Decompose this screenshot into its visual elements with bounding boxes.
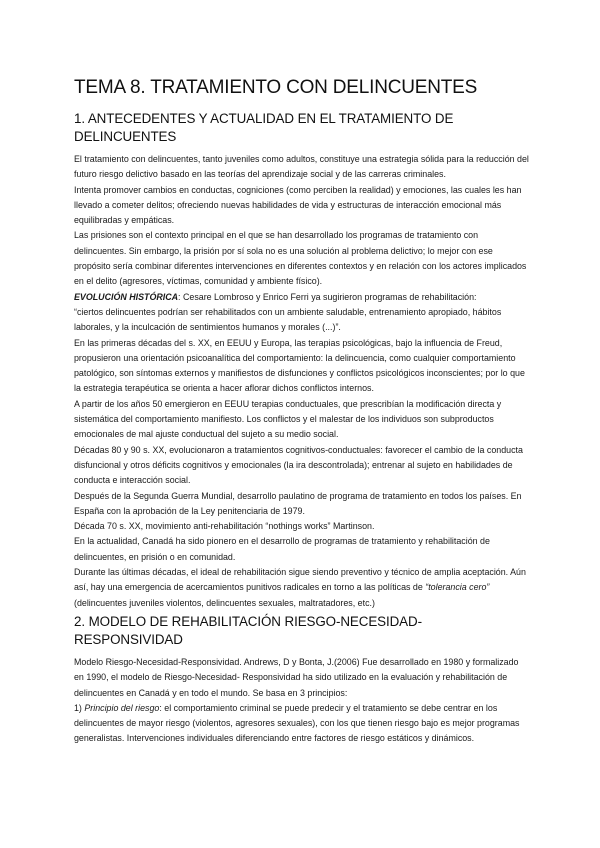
paragraph: Modelo Riesgo-Necesidad-Responsividad. Andrews, D y Bonta, J.(2006) Fue desarrollado en 1980 y formalizado en 1990, el modelo de Riesgo-Necesidad- Responsividad ha sido utilizado en la evaluación y rehabilitación de delincuentes en Canadá y en todo el mundo. Se basa en 3 principios: [74, 656, 519, 698]
paragraph: El tratamiento con delincuentes, tanto juveniles como adultos, constituye una estrategia sólida para la reducción del futuro riesgo delictivo basado en las teorías del aprendizaje social y de las carreras criminales. [74, 154, 529, 180]
principle-label: Principio del riesgo [84, 702, 160, 713]
principle-paragraph [74, 701, 530, 747]
historic-separator: : [178, 291, 181, 302]
section-1-heading: 1. ANTECEDENTES Y ACTUALIDAD EN EL TRATAMIENTO DE DELINCUENTES [74, 111, 454, 144]
tolerance-quote: “tolerancia cero” [425, 582, 490, 593]
principle-number: 1) [74, 702, 85, 713]
document-title: TEMA 8. TRATAMIENTO CON DELINCUENTES [74, 77, 478, 98]
paragraph: Décadas 80 y 90 s. XX, evolucionaron a tratamientos cognitivos-conductuales: favorecer el cambio de la conducta disfuncional y otros déficits cognitivos y emocionales (la ira descontrolada); entrenar al sujeto en habilidades de conducta e interacción social. [74, 444, 523, 486]
text-run: Durante las últimas décadas, el ideal de rehabilitación sigue siendo preventivo y técnico de amplia aceptación. Aún así, hay una emergencia de acercamientos punitivos radicales en torno a las políticas de [74, 567, 526, 593]
paragraph: Después de la Segunda Guerra Mundial, desarrollo paulatino de programa de tratamiento en todos los países. En España con la aprobación de la Ley penitenciaria de 1979. [74, 490, 522, 516]
historic-paragraph [74, 290, 530, 305]
paragraph: A partir de los años 50 emergieron en EEUU terapias conductuales, que prescribían la modificación directa y sistemática del comportamiento manifiesto. Los conflictos y el malestar de los individuos son subproductos emocionales de mal ajuste conductual del sujeto a su medio social. [74, 398, 502, 440]
quote-paragraph: “ciertos delincuentes podrían ser rehabilitados con un ambiente saludable, entrenamiento apropiado, hábitos laborales, y la inculcación de sentimientos humanos y morales (...)”. [74, 306, 502, 333]
paragraph [74, 565, 530, 611]
paragraph: Las prisiones son el contexto principal en el que se han desarrollado los programas de tratamiento con delincuentes. Sin embargo, la prisión por sí sola no es una solución al problema delictivo; lo mejor con ese propósito sería combinar diferentes intervenciones en diferentes contextos y en relación con los actores implicados en el delito (agresores, víctimas, comunidad y ambiente físico). [74, 230, 527, 287]
principle-text: : el comportamiento criminal se puede predecir y el tratamiento se debe centrar en los delincuentes de mayor riesgo (violentos, agresores sexuales), con los que tienen riesgo bajo es mejor programas generalistas. Intervenciones individuales diferenciando entre factores de riesgo estáticos y dinámicos. [74, 702, 520, 744]
paragraph: En las primeras décadas del s. XX, en EEUU y Europa, las terapias psicológicas, bajo la influencia de Freud, propusieron una orientación psicoanalítica del comportamiento: la delincuencia, como cualquier comportamiento patológico, son síntomas externos y manifiestos de disfunciones y conflictos psicológicos inconscientes; por lo que la estrategia terapéutica se orienta a hacer aflorar dichos conflictos internos. [74, 337, 525, 394]
paragraph: Intenta promover cambios en conductas, cogniciones (como perciben la realidad) y emociones, las cuales les han llevado a cometer delitos; ofreciendo nuevas habilidades de vida y estructuras de interacción emocional más equilibradas y empáticas. [74, 184, 522, 226]
section-2-heading: 2. MODELO DE REHABILITACIÓN RIESGO-NECESIDAD-RESPONSIVIDAD [74, 613, 422, 647]
text-run: (delincuentes juveniles violentos, delincuentes sexuales, maltratadores, etc.) [74, 597, 375, 608]
paragraph: Década 70 s. XX, movimiento anti-rehabilitación “nothings works” Martinson. [74, 521, 375, 532]
historic-label: EVOLUCIÓN HISTÓRICA [74, 291, 179, 302]
historic-text: Cesare Lombroso y Enrico Ferri ya sugirieron programas de rehabilitación: [180, 291, 477, 302]
paragraph: En la actualidad, Canadá ha sido pionero en el desarrollo de programas de tratamiento y rehabilitación de delincuentes, en prisión o en comunidad. [74, 536, 490, 562]
